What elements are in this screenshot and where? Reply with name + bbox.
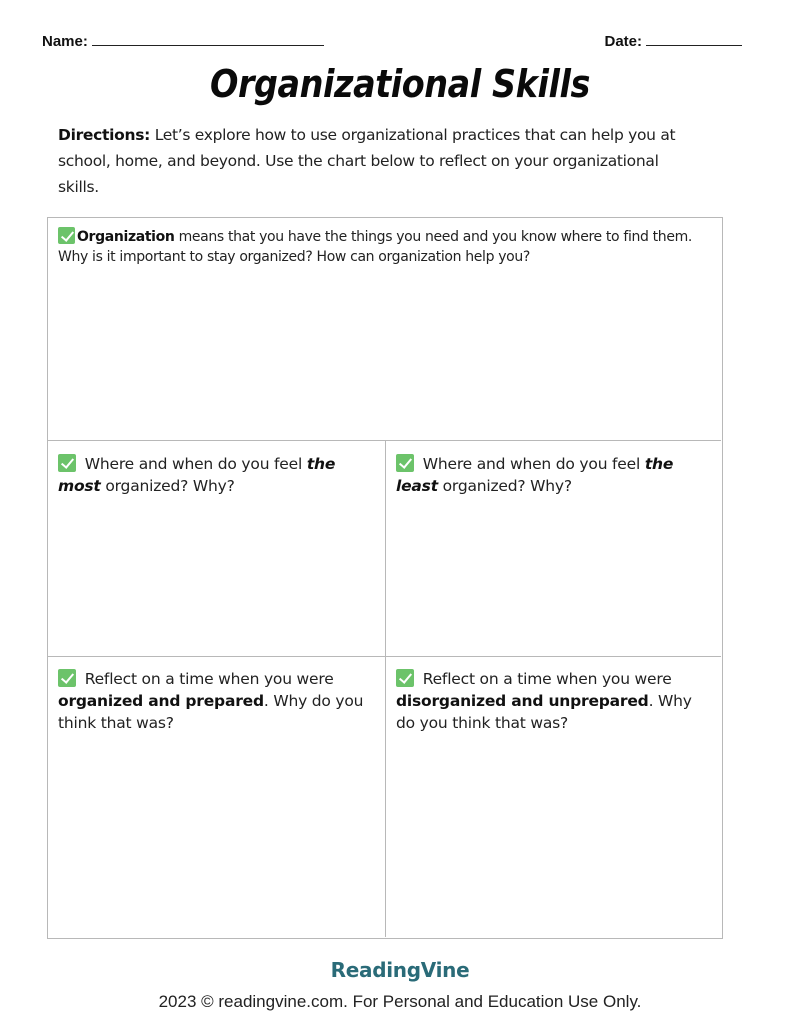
check-mark-icon [58, 454, 76, 472]
cell-bold: the least [396, 455, 674, 495]
reflection-chart [47, 217, 723, 939]
cell-text: means that you have the things you need and you know where to find them. Why is it important to stay organized? How can organization help you? [58, 229, 692, 265]
cell-text-pre: Reflect on a time when you were [418, 670, 672, 688]
check-mark-icon [58, 669, 76, 687]
check-mark-icon [396, 669, 414, 687]
cell-text-post: . Why do you think that was? [396, 692, 692, 732]
cell-text-pre: Where and when do you feel [80, 455, 307, 473]
date-blank-line[interactable] [646, 32, 742, 46]
name-field[interactable] [42, 32, 324, 50]
header-row [42, 32, 742, 54]
cell-bold: Organization [77, 229, 175, 245]
cell-bold: disorganized and unprepared [396, 692, 649, 710]
cell-text-post: organized? Why? [100, 477, 235, 495]
copyright-footer: 2023 © readingvine.com. For Personal and Education Use Only. [158, 992, 642, 1011]
readingvine-logo: ReadingVine [330, 958, 470, 982]
cell-most-organized[interactable] [48, 441, 386, 657]
directions-text: Let’s explore how to use organizational practices that can help you at school, home, and beyond. Use the chart below to reflect on your organizational skills. [58, 126, 676, 196]
cell-bold: the most [58, 455, 336, 495]
cell-organized-prepared[interactable] [48, 657, 386, 937]
page-title: Organizational Skills [210, 62, 590, 106]
date-label: Date: [604, 33, 642, 50]
directions [58, 122, 698, 200]
cell-bold: organized and prepared [58, 692, 264, 710]
cell-text-pre: Where and when do you feel [418, 455, 645, 473]
directions-label: Directions: [58, 126, 151, 144]
cell-organization-definition[interactable] [48, 218, 721, 441]
cell-least-organized[interactable] [386, 441, 721, 657]
date-field[interactable] [604, 32, 742, 50]
cell-disorganized-unprepared[interactable] [386, 657, 721, 937]
check-mark-icon [396, 454, 414, 472]
check-mark-icon [58, 227, 75, 244]
name-blank-line[interactable] [92, 32, 324, 46]
cell-text-post: organized? Why? [437, 477, 572, 495]
cell-text-pre: Reflect on a time when you were [80, 670, 334, 688]
name-label: Name: [42, 33, 88, 50]
cell-text-post: . Why do you think that was? [58, 692, 364, 732]
